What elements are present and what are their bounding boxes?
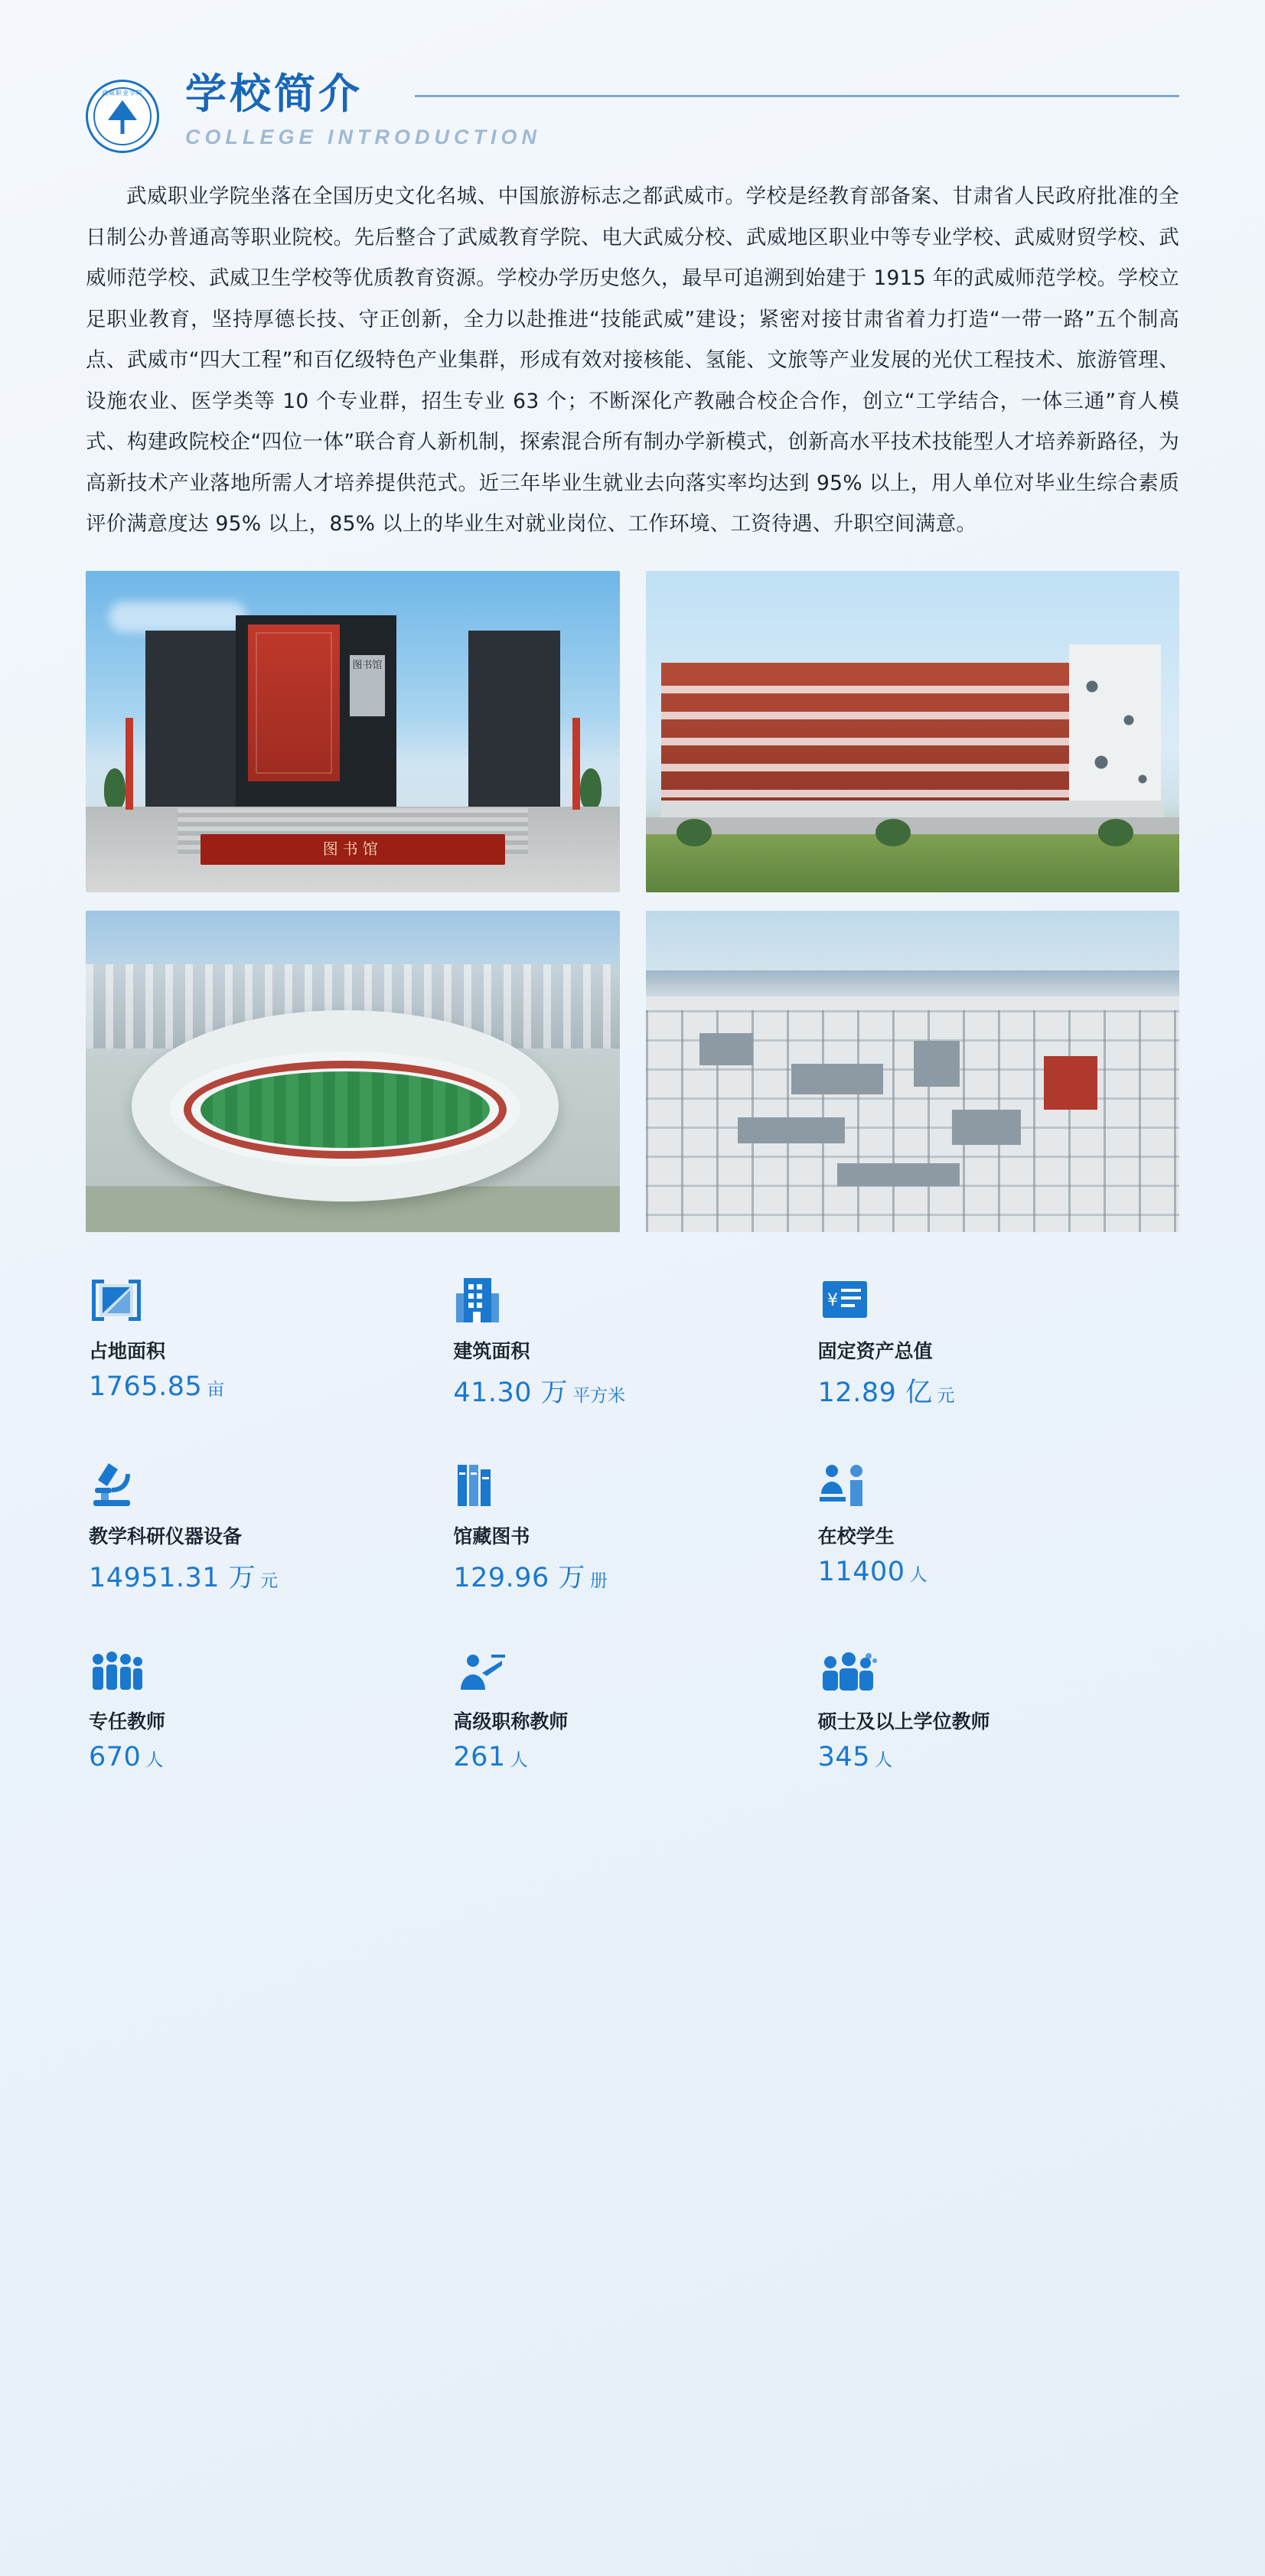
teacher-group-icon bbox=[89, 1636, 450, 1696]
stat-item-research-equipment bbox=[86, 1451, 450, 1595]
svg-text:¥: ¥ bbox=[826, 1290, 838, 1310]
photo-stadium-aerial bbox=[86, 911, 620, 1232]
books-icon bbox=[453, 1451, 814, 1511]
stat-label: 硕士及以上学位教师 bbox=[817, 1710, 990, 1733]
library-sign-label: 图书馆 bbox=[350, 655, 385, 716]
stat-value bbox=[453, 1557, 814, 1595]
stat-item-land-area bbox=[86, 1266, 450, 1410]
stat-item-library-books bbox=[450, 1451, 814, 1595]
stat-unit: 人 bbox=[510, 1749, 528, 1770]
stat-value bbox=[818, 1557, 1179, 1587]
page-header bbox=[0, 0, 1265, 153]
photo-library-building bbox=[86, 571, 620, 892]
stat-unit: 平方米 bbox=[572, 1385, 626, 1406]
emblem-label: 武威职业学院 bbox=[102, 90, 143, 96]
stat-number: 1765.85 bbox=[89, 1371, 203, 1402]
stat-item-senior-title-teachers bbox=[450, 1636, 814, 1772]
stat-label: 占地面积 bbox=[89, 1339, 166, 1362]
building-icon bbox=[453, 1266, 814, 1325]
stat-label: 专任教师 bbox=[89, 1710, 166, 1733]
stat-value bbox=[818, 1742, 1179, 1772]
stat-value bbox=[453, 1371, 814, 1410]
header-divider bbox=[415, 95, 1179, 97]
stat-label: 馆藏图书 bbox=[453, 1524, 530, 1547]
stat-unit: 人 bbox=[874, 1749, 892, 1770]
stat-item-masters-degree-teachers bbox=[815, 1636, 1179, 1772]
stat-number: 670 bbox=[89, 1741, 142, 1772]
asset-document-icon bbox=[818, 1266, 1179, 1325]
campus-photo-grid bbox=[86, 571, 1179, 1232]
stat-unit: 元 bbox=[260, 1570, 279, 1591]
stat-value bbox=[89, 1742, 450, 1772]
title-block bbox=[185, 70, 1265, 149]
photo-teaching-building bbox=[646, 571, 1180, 892]
introduction-paragraph: 武威职业学院坐落在全国历史文化名城、中国旅游标志之都武威市。学校是经教育部备案、甘肃省人民政府批准的全日制公办普通高等职业院校。先后整合了武威教育学院、电大武威分校、武威地区职业中等专业学校、武威财贸学校、武威师范学校、武威卫生学校等优质教育资源。学校办学历史悠久，最早可追溯到始建于 1915 年的武威师范学校。学校立足职业教育，坚持厚德长技、守正创新，全力以赴推进“技能武威”建设；紧密对接甘肃省着力打造“一带一路”五个制高点、武威市“四大工程”和百亿级特色产业集群，形成有效对接核能、氢能、文旅等产业发展的光伏工程技术、旅游管理、设施农业、医学类等 10 个专业群，招生专业 63 个；不断深化产教融合校企合作，创立“工学结合，一体三通”育人模式、构建政院校企“四位一体”联合育人新机制，探索混合所有制办学新模式，创新高水平技术技能型人才培养新路径，为高新技术产业落地所需人才培养提供范式。近三年毕业生就业去向落实率均达到 95% 以上，用人单位对毕业生综合素质评价满意度达 95% 以上，85% 以上的毕业生对就业岗位、工作环境、工资待遇、升职空间满意。 bbox=[86, 184, 1179, 536]
stat-value bbox=[818, 1371, 1179, 1410]
stat-unit: 元 bbox=[937, 1385, 955, 1406]
student-desk-icon bbox=[818, 1451, 1179, 1511]
stat-number: 129.96 万 bbox=[453, 1562, 585, 1593]
stat-item-enrolled-students bbox=[815, 1451, 1179, 1595]
stat-label: 高级职称教师 bbox=[453, 1710, 569, 1733]
stat-value bbox=[453, 1742, 814, 1772]
photo-campus-winter-aerial bbox=[646, 911, 1180, 1232]
stat-unit: 人 bbox=[909, 1564, 928, 1585]
stat-unit: 人 bbox=[145, 1749, 164, 1770]
area-measure-icon bbox=[89, 1266, 450, 1325]
microscope-icon bbox=[89, 1451, 450, 1511]
stat-number: 261 bbox=[453, 1741, 506, 1772]
school-emblem-icon bbox=[86, 80, 159, 153]
stat-number: 14951.31 万 bbox=[89, 1562, 256, 1593]
stat-value bbox=[89, 1557, 450, 1595]
stat-label: 教学科研仪器设备 bbox=[89, 1524, 243, 1547]
stat-unit: 册 bbox=[589, 1570, 608, 1591]
stat-number: 41.30 万 bbox=[453, 1377, 569, 1408]
stat-number: 345 bbox=[817, 1741, 870, 1772]
emblem-tree-mark bbox=[107, 99, 138, 134]
stat-unit: 亩 bbox=[207, 1379, 225, 1400]
statistics-grid bbox=[86, 1266, 1179, 1772]
stat-label: 建筑面积 bbox=[453, 1339, 530, 1362]
stat-item-building-area bbox=[450, 1266, 814, 1410]
stat-number: 12.89 亿 bbox=[817, 1377, 933, 1408]
stat-item-fixed-assets bbox=[815, 1266, 1179, 1410]
stat-label: 在校学生 bbox=[817, 1524, 895, 1547]
library-plinth-label: 图书馆 bbox=[322, 840, 383, 858]
graduate-group-icon bbox=[818, 1636, 1179, 1696]
stat-number: 11400 bbox=[817, 1556, 905, 1587]
stat-value bbox=[89, 1371, 450, 1402]
stat-label: 固定资产总值 bbox=[817, 1339, 933, 1362]
lecturer-icon bbox=[453, 1636, 814, 1696]
page-title-english: COLLEGE INTRODUCTION bbox=[185, 126, 541, 148]
page-title: 学校简介 bbox=[185, 70, 363, 118]
stat-item-full-time-teachers bbox=[86, 1636, 450, 1772]
